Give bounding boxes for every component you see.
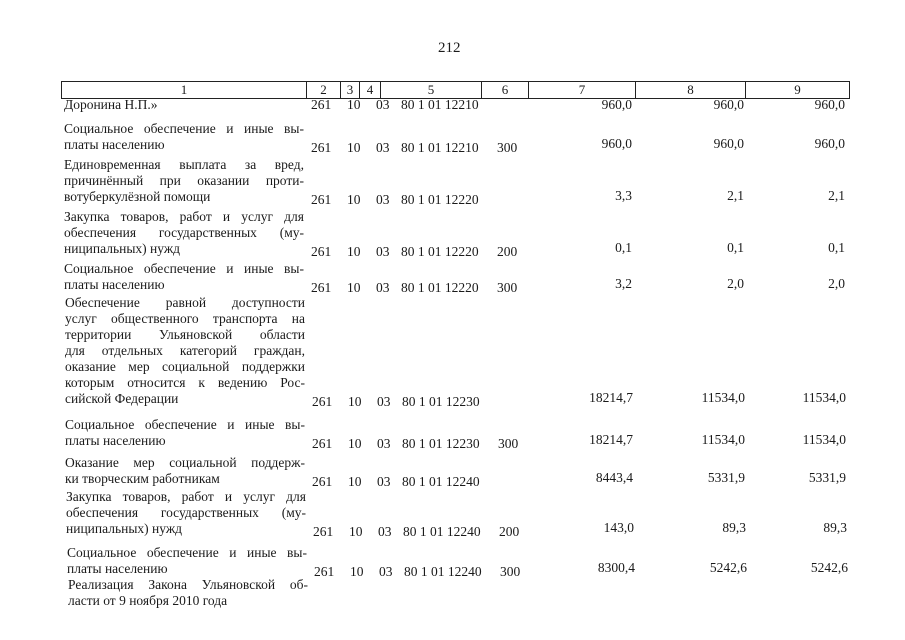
code-column-2: 261 bbox=[312, 436, 333, 451]
target-article-code: 80 1 01 12220 bbox=[401, 192, 479, 207]
code-column-3: 10 bbox=[347, 280, 361, 295]
code-column-2: 261 bbox=[314, 564, 335, 579]
column-header-9: 9 bbox=[745, 82, 849, 98]
amount-column-7: 960,0 bbox=[601, 136, 632, 151]
amount-column-9: 0,1 bbox=[828, 240, 845, 255]
amount-column-9: 960,0 bbox=[814, 97, 845, 112]
code-column-3: 10 bbox=[348, 394, 362, 409]
row-description bbox=[64, 157, 304, 205]
row-description-line: ласти от 9 ноября 2010 года bbox=[68, 593, 228, 608]
row-description-line: территории Ульяновской области bbox=[65, 327, 305, 342]
amount-column-8: 89,3 bbox=[722, 520, 746, 535]
row-description-line: Оказание мер социальной поддерж- bbox=[65, 455, 305, 470]
row-description-line: Единовременная выплата за вред, bbox=[64, 157, 304, 172]
expense-type-code: 300 bbox=[500, 564, 521, 579]
row-description-line: Социальное обеспечение и иные вы- bbox=[67, 545, 307, 560]
code-column-3: 10 bbox=[347, 97, 361, 112]
row-description bbox=[65, 417, 305, 449]
row-description-line: платы населению bbox=[64, 277, 165, 292]
amount-column-9: 5242,6 bbox=[810, 560, 848, 575]
row-description-line: ниципальных) нужд bbox=[64, 241, 181, 256]
row-description-line: которым относится к ведению Рос- bbox=[65, 375, 305, 390]
column-header-7: 7 bbox=[528, 82, 635, 98]
code-column-4: 03 bbox=[376, 280, 390, 295]
row-description-line: Социальное обеспечение и иные вы- bbox=[64, 121, 304, 136]
code-column-4: 03 bbox=[377, 394, 391, 409]
row-description bbox=[67, 545, 307, 577]
code-column-4: 03 bbox=[376, 97, 390, 112]
expense-type-code: 300 bbox=[498, 436, 519, 451]
amount-column-8: 960,0 bbox=[713, 97, 744, 112]
amount-column-7: 3,3 bbox=[615, 188, 632, 203]
target-article-code: 80 1 01 12240 bbox=[402, 474, 480, 489]
code-column-3: 10 bbox=[350, 564, 364, 579]
code-column-3: 10 bbox=[347, 140, 361, 155]
code-column-3: 10 bbox=[348, 474, 362, 489]
amount-column-7: 18214,7 bbox=[589, 390, 633, 405]
row-description bbox=[68, 577, 308, 609]
row-description-line: ниципальных) нужд bbox=[66, 521, 183, 536]
code-column-4: 03 bbox=[377, 474, 391, 489]
row-description-line: сийской Федерации bbox=[65, 391, 179, 406]
code-column-4: 03 bbox=[379, 564, 393, 579]
target-article-code: 80 1 01 12220 bbox=[401, 244, 479, 259]
amount-column-7: 18214,7 bbox=[589, 432, 633, 447]
row-description-line: Социальное обеспечение и иные вы- bbox=[65, 417, 305, 432]
column-header-1: 1 bbox=[180, 82, 188, 97]
column-header-3: 3 bbox=[340, 82, 359, 98]
code-column-2: 261 bbox=[311, 280, 332, 295]
row-description bbox=[65, 295, 305, 407]
code-column-2: 261 bbox=[312, 394, 333, 409]
target-article-code: 80 1 01 12220 bbox=[401, 280, 479, 295]
amount-column-8: 11534,0 bbox=[701, 390, 745, 405]
amount-column-7: 8300,4 bbox=[597, 560, 635, 575]
amount-column-8: 2,1 bbox=[727, 188, 744, 203]
code-column-4: 03 bbox=[376, 244, 390, 259]
row-description-line: вотуберкулёзной помощи bbox=[64, 189, 211, 204]
amount-column-9: 960,0 bbox=[814, 136, 845, 151]
row-description-line: Обеспечение равной доступности bbox=[65, 295, 305, 310]
row-description bbox=[65, 455, 305, 487]
page-number: 212 bbox=[438, 40, 461, 56]
amount-column-9: 2,0 bbox=[828, 276, 845, 291]
amount-column-7: 143,0 bbox=[603, 520, 634, 535]
row-description-line: услуг общественного транспорта на bbox=[65, 311, 305, 326]
code-column-3: 10 bbox=[349, 524, 363, 539]
row-description-line: платы населению bbox=[64, 137, 165, 152]
row-description-line: обеспечения государственных (му- bbox=[64, 225, 304, 240]
code-column-2: 261 bbox=[311, 140, 332, 155]
row-description-line: платы населению bbox=[65, 433, 166, 448]
amount-column-9: 11534,0 bbox=[802, 432, 846, 447]
code-column-3: 10 bbox=[347, 244, 361, 259]
code-column-4: 03 bbox=[378, 524, 392, 539]
code-column-2: 261 bbox=[311, 244, 332, 259]
row-description bbox=[64, 121, 304, 153]
column-header-4: 4 bbox=[359, 82, 380, 98]
row-description-line: платы населению bbox=[67, 561, 168, 576]
code-column-4: 03 bbox=[377, 436, 391, 451]
amount-column-7: 8443,4 bbox=[595, 470, 633, 485]
target-article-code: 80 1 01 12240 bbox=[404, 564, 482, 579]
amount-column-9: 89,3 bbox=[823, 520, 847, 535]
column-header-8: 8 bbox=[635, 82, 745, 98]
expense-type-code: 300 bbox=[497, 280, 518, 295]
row-description-line: для отдельных категорий граждан, bbox=[65, 343, 305, 358]
row-description-line: Доронина Н.П.» bbox=[64, 97, 158, 112]
row-description-line: Закупка товаров, работ и услуг для bbox=[66, 489, 306, 504]
target-article-code: 80 1 01 12240 bbox=[403, 524, 481, 539]
target-article-code: 80 1 01 12210 bbox=[401, 140, 479, 155]
code-column-2: 261 bbox=[312, 474, 333, 489]
row-description bbox=[64, 97, 304, 113]
code-column-2: 261 bbox=[311, 97, 332, 112]
amount-column-8: 0,1 bbox=[727, 240, 744, 255]
amount-column-8: 960,0 bbox=[713, 136, 744, 151]
row-description-line: причинённый при оказании проти- bbox=[64, 173, 304, 188]
code-column-3: 10 bbox=[348, 436, 362, 451]
amount-column-7: 960,0 bbox=[601, 97, 632, 112]
target-article-code: 80 1 01 12230 bbox=[402, 394, 480, 409]
expense-type-code: 200 bbox=[497, 244, 518, 259]
amount-column-8: 5242,6 bbox=[709, 560, 747, 575]
amount-column-8: 5331,9 bbox=[707, 470, 745, 485]
column-header-5: 5 bbox=[380, 82, 481, 98]
row-description bbox=[64, 261, 304, 293]
amount-column-9: 11534,0 bbox=[802, 390, 846, 405]
amount-column-8: 2,0 bbox=[727, 276, 744, 291]
column-header-6: 6 bbox=[481, 82, 528, 98]
expense-type-code: 300 bbox=[497, 140, 518, 155]
row-description-line: Реализация Закона Ульяновской об- bbox=[68, 577, 308, 592]
column-header-2: 2 bbox=[306, 82, 340, 98]
amount-column-7: 3,2 bbox=[615, 276, 632, 291]
code-column-2: 261 bbox=[311, 192, 332, 207]
code-column-4: 03 bbox=[376, 140, 390, 155]
amount-column-9: 5331,9 bbox=[808, 470, 846, 485]
row-description bbox=[66, 489, 306, 537]
target-article-code: 80 1 01 12210 bbox=[401, 97, 479, 112]
amount-column-9: 2,1 bbox=[828, 188, 845, 203]
amount-column-7: 0,1 bbox=[615, 240, 632, 255]
row-description bbox=[64, 209, 304, 257]
amount-column-8: 11534,0 bbox=[701, 432, 745, 447]
row-description-line: ки творческим работникам bbox=[65, 471, 220, 486]
row-description-line: Закупка товаров, работ и услуг для bbox=[64, 209, 304, 224]
row-description-line: Социальное обеспечение и иные вы- bbox=[64, 261, 304, 276]
target-article-code: 80 1 01 12230 bbox=[402, 436, 480, 451]
code-column-4: 03 bbox=[376, 192, 390, 207]
expense-type-code: 200 bbox=[499, 524, 520, 539]
code-column-3: 10 bbox=[347, 192, 361, 207]
code-column-2: 261 bbox=[313, 524, 334, 539]
row-description-line: оказание мер социальной поддержки bbox=[65, 359, 305, 374]
row-description-line: обеспечения государственных (му- bbox=[66, 505, 306, 520]
